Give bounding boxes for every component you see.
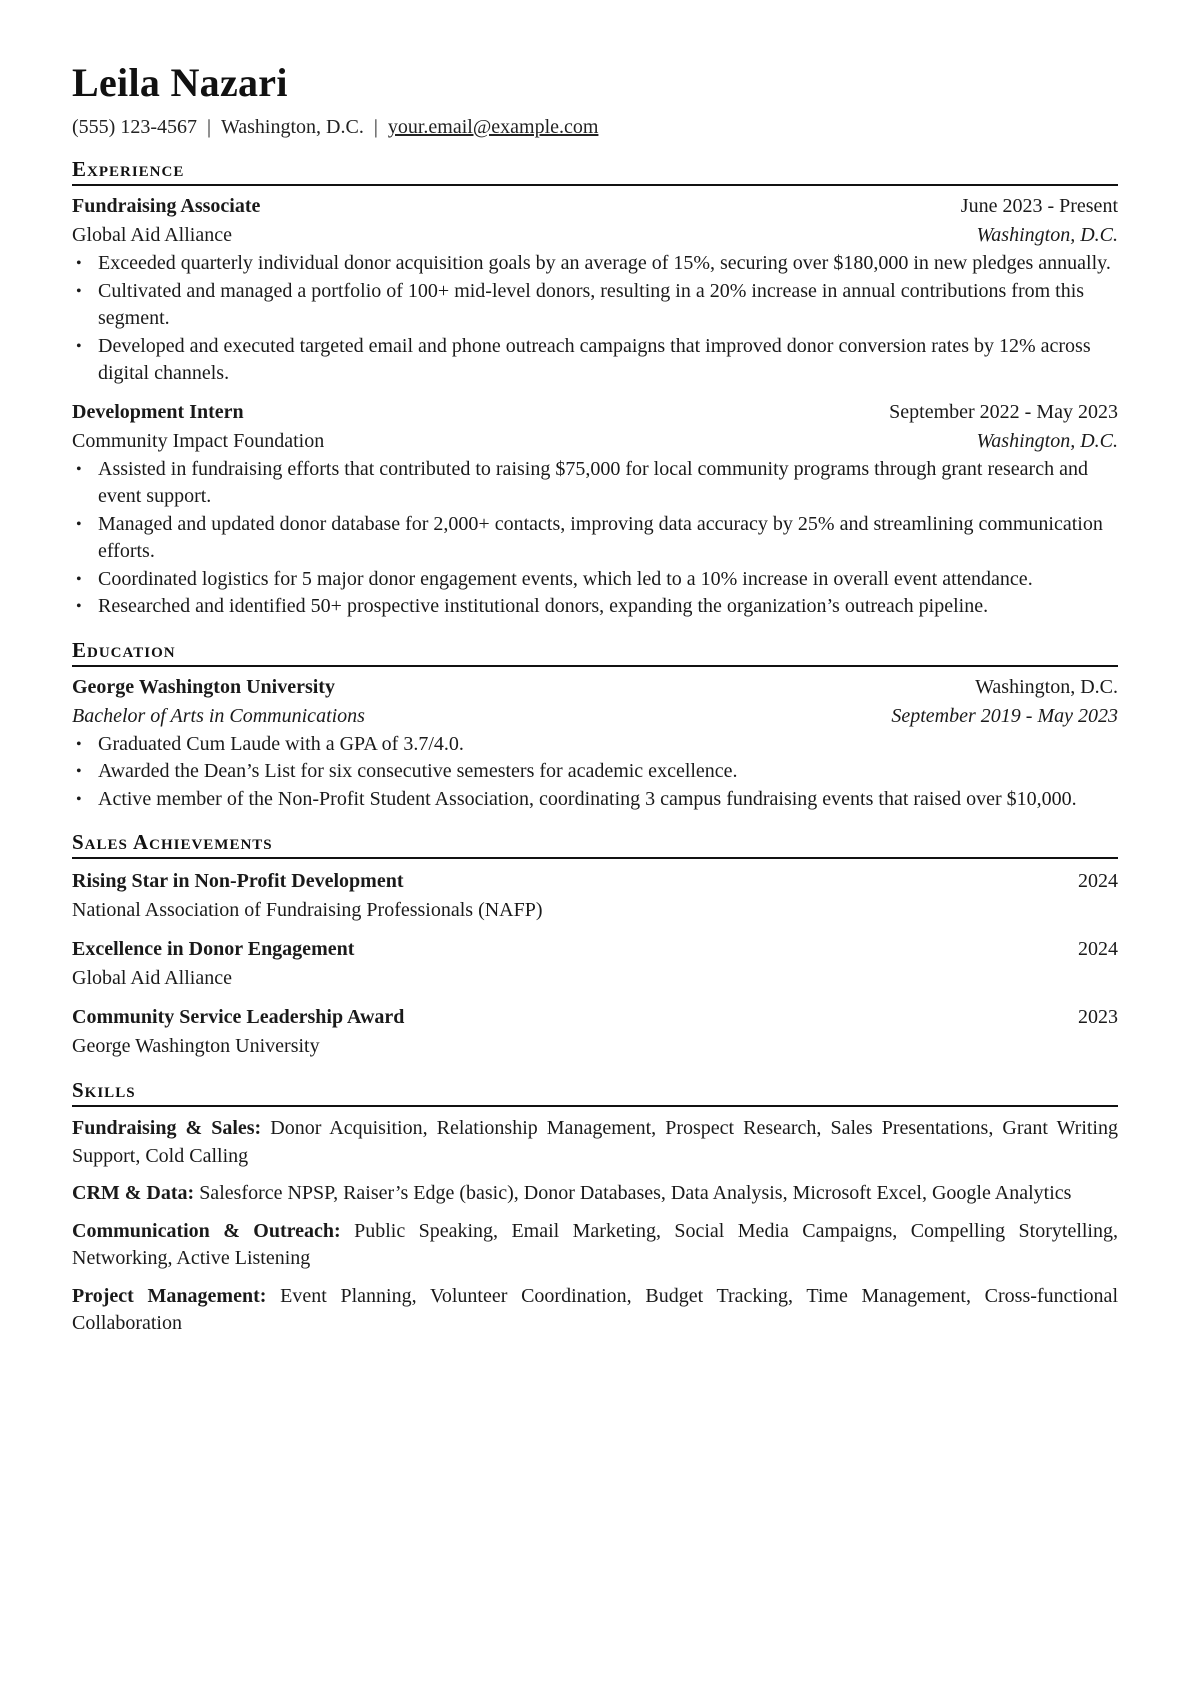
education-entry <box>72 673 1118 814</box>
skills-section <box>72 1077 1118 1338</box>
award-year: 2023 <box>1078 1006 1118 1028</box>
award-entry <box>72 935 1118 993</box>
skill-list: Salesforce NPSP, Raiser’s Edge (basic), Donor Databases, Data Analysis, Microsoft Excel, Google Analytics <box>199 1182 1072 1204</box>
location: Washington, D.C. <box>221 116 364 138</box>
skill-group <box>72 1283 1118 1338</box>
employer: Global Aid Alliance <box>72 224 232 246</box>
experience-entry <box>72 398 1118 621</box>
award-entry <box>72 867 1118 925</box>
section-title-experience: Experience <box>72 156 1118 186</box>
award-name: Excellence in Donor Engagement <box>72 938 355 960</box>
resume-page <box>72 58 1118 1338</box>
experience-section <box>72 156 1118 621</box>
award-issuer: George Washington University <box>72 1035 320 1057</box>
job-title: Fundraising Associate <box>72 195 261 217</box>
separator: | <box>206 116 211 138</box>
skill-category: Communication & Outreach: <box>72 1219 341 1242</box>
award-name: Community Service Leadership Award <box>72 1006 405 1028</box>
email-link[interactable]: your.email@example.com <box>387 116 599 138</box>
contact-line <box>72 114 1118 140</box>
bullet-item: • Developed and executed targeted email and phone outreach campaigns that improved donor conversion rates by 12% across digital channels. <box>72 333 1118 388</box>
award-name: Rising Star in Non-Profit Development <box>72 870 404 892</box>
candidate-name: Leila Nazari <box>72 60 288 105</box>
skill-category: Fundraising & Sales: <box>72 1117 262 1139</box>
school-location: Washington, D.C. <box>975 675 1118 698</box>
bullet-list <box>72 250 1118 388</box>
job-title: Development Intern <box>72 400 244 423</box>
bullet-item: • Awarded the Dean’s List for six consecutive semesters for academic excellence. <box>72 758 1118 786</box>
bullet-item: • Assisted in fundraising efforts that contributed to raising $75,000 for local community programs through grant research and event support. <box>72 456 1118 511</box>
job-dates: September 2022 - May 2023 <box>889 400 1118 423</box>
skill-category: Project Management: <box>72 1284 267 1307</box>
bullet-list <box>72 456 1118 621</box>
skill-list: Donor Acquisition, Relationship Management, Prospect Research, Sales Presentations, Grant Writing Support, Cold Calling <box>72 1117 1118 1167</box>
award-year: 2024 <box>1078 938 1118 960</box>
bullet-item: • Exceeded quarterly individual donor acquisition goals by an average of 15%, securing over $180,000 in new pledges annually. <box>72 250 1118 278</box>
section-title-education: Education <box>72 637 1118 667</box>
award-year: 2024 <box>1078 870 1118 892</box>
phone-number: (555) 123-4567 <box>72 116 197 138</box>
experience-entry <box>72 192 1118 388</box>
education-dates: September 2019 - May 2023 <box>891 704 1118 727</box>
skill-list: Event Planning, Volunteer Coordination, Budget Tracking, Time Management, Cross-functional Collaboration <box>72 1284 1118 1334</box>
bullet-list <box>72 731 1118 814</box>
separator: | <box>373 116 378 138</box>
resume-header <box>72 58 1118 140</box>
achievements-section <box>72 829 1118 1061</box>
skill-group <box>72 1218 1118 1273</box>
award-issuer: National Association of Fundraising Professionals (NAFP) <box>72 899 543 921</box>
employer: Community Impact Foundation <box>72 429 325 452</box>
bullet-item: • Cultivated and managed a portfolio of 100+ mid-level donors, resulting in a 20% increase in annual contributions from this segment. <box>72 278 1118 333</box>
section-title-skills: Skills <box>72 1077 1118 1107</box>
skill-group <box>72 1180 1118 1208</box>
skill-group <box>72 1115 1118 1170</box>
job-location: Washington, D.C. <box>976 224 1118 246</box>
award-issuer: Global Aid Alliance <box>72 967 232 989</box>
bullet-item: • Managed and updated donor database for 2,000+ contacts, improving data accuracy by 25% and streamlining communication efforts. <box>72 511 1118 566</box>
bullet-item: • Coordinated logistics for 5 major donor engagement events, which led to a 10% increase in overall event attendance. <box>72 566 1118 594</box>
school-name: George Washington University <box>72 675 335 698</box>
award-entry <box>72 1003 1118 1061</box>
job-location: Washington, D.C. <box>976 429 1118 452</box>
section-title-achievements: Sales Achievements <box>72 829 1118 859</box>
skill-category: CRM & Data: <box>72 1182 195 1204</box>
degree: Bachelor of Arts in Communications <box>72 704 365 727</box>
job-dates: June 2023 - Present <box>960 195 1118 217</box>
skill-list: Public Speaking, Email Marketing, Social Media Campaigns, Compelling Storytelling, Networking, Active Listening <box>72 1219 1118 1269</box>
bullet-item: • Active member of the Non-Profit Student Association, coordinating 3 campus fundraising events that raised over $10,000. <box>72 786 1118 814</box>
bullet-item: • Researched and identified 50+ prospective institutional donors, expanding the organization’s outreach pipeline. <box>72 593 1118 621</box>
bullet-item: • Graduated Cum Laude with a GPA of 3.7/4.0. <box>72 731 1118 759</box>
education-section <box>72 637 1118 814</box>
